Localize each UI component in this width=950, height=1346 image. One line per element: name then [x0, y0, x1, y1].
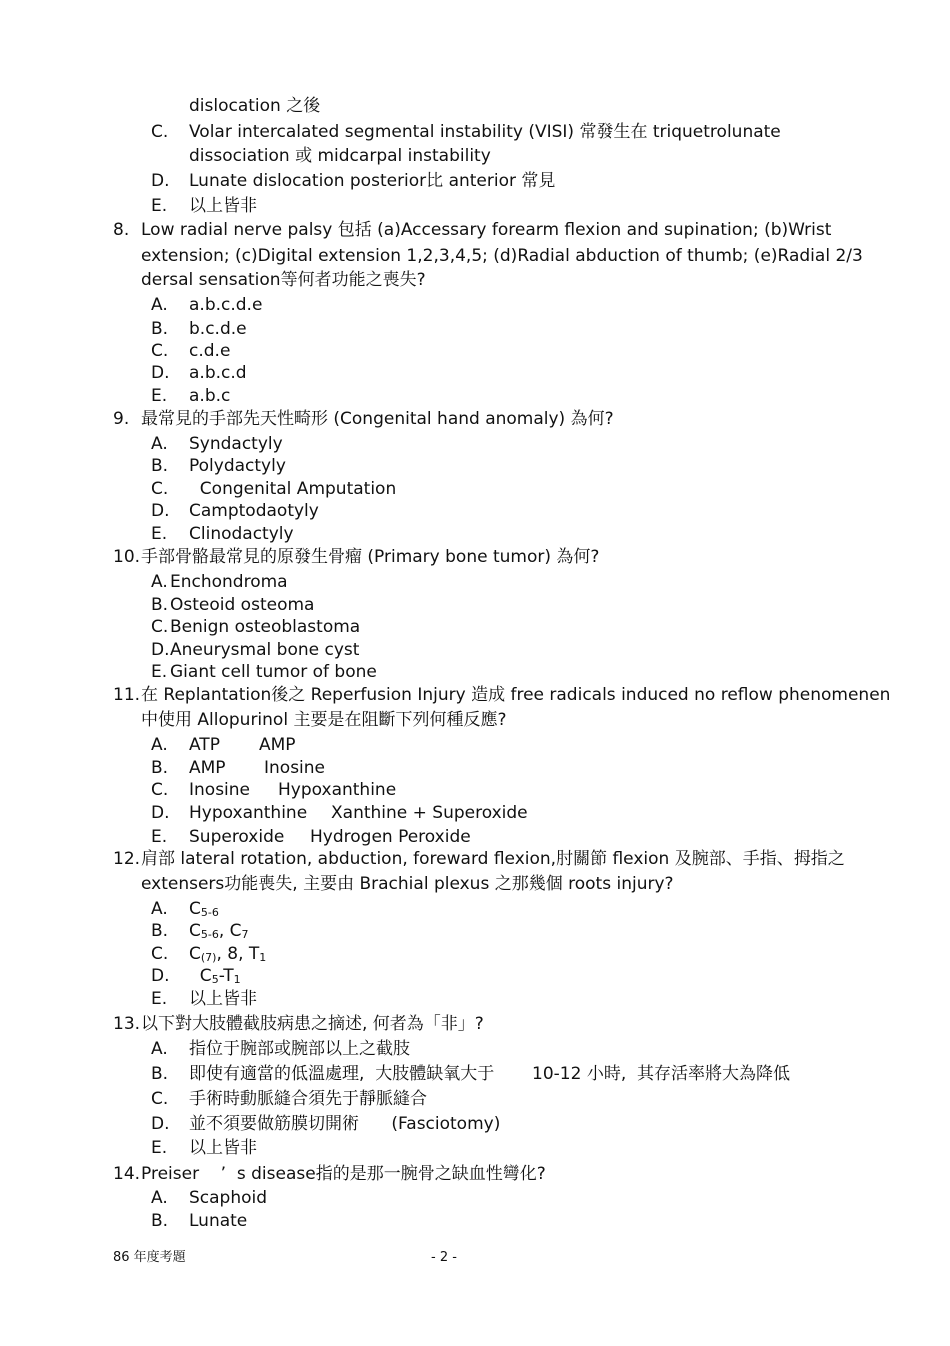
- q12-option-b: B. $C_{5-6}$, $C_7$: [151, 921, 249, 941]
- prev-option-b-continuation: dislocation 之後: [189, 96, 321, 116]
- q10-option-b: B. Osteoid osteoma: [151, 595, 315, 615]
- prev-option-c-continuation: dissociation 或 midcarpal instability: [189, 146, 491, 166]
- q12-option-a: A. $C_{5-6}$: [151, 899, 219, 919]
- prev-option-c: C. Volar intercalated segmental instability (VISI) 常發生在 triquetrolunate: [151, 122, 781, 142]
- q13-option-d: D. 並不須要做筋膜切開術 (Fasciotomy): [151, 1114, 501, 1134]
- q10-option-c: C. Benign osteoblastoma: [151, 617, 361, 637]
- q8-option-e: E. a.b.c: [151, 386, 231, 406]
- q8-option-d: D. a.b.c.d: [151, 363, 247, 383]
- question-8-line-2: extension; (c)Digital extension 1,2,3,4,5; (d)Radial abduction of thumb; (e)Radial 2/3: [141, 246, 863, 266]
- question-11-line-2: 中使用 Allopurinol 主要是在阻斷下列何種反應?: [141, 710, 507, 730]
- footer-page-number: - 2 -: [431, 1250, 457, 1265]
- q10-option-d: D.Aneurysmal bone cyst: [151, 640, 360, 660]
- q11-option-e: E. Superoxide Hydrogen Peroxide: [151, 827, 471, 847]
- q10-option-a: A. Enchondroma: [151, 572, 288, 592]
- q8-option-b: B. b.c.d.e: [151, 319, 247, 339]
- q9-option-c: C. Congenital Amputation: [151, 479, 397, 499]
- question-8: 8. Low radial nerve palsy 包括 (a)Accessary forearm flexion and supination; (b)Wrist: [113, 220, 832, 240]
- q14-option-b: B. Lunate: [151, 1211, 248, 1231]
- question-8-line-3: dersal sensation等何者功能之喪失?: [141, 270, 426, 290]
- q9-option-d: D. Camptodaotyly: [151, 501, 319, 521]
- q11-option-b: B. AMP Inosine: [151, 758, 326, 778]
- q8-option-c: C. c.d.e: [151, 341, 231, 361]
- q13-option-e: E. 以上皆非: [151, 1138, 257, 1158]
- question-13: 13.以下對大肢體截肢病患之摘述, 何者為「非」?: [113, 1014, 484, 1034]
- q12-option-d: D. $C_5-T_1$: [151, 966, 241, 986]
- question-11: 11.在 Replantation後之 Reperfusion Injury 造成 free radicals induced no reflow phenomenen: [113, 685, 891, 705]
- question-12: 12.肩部 lateral rotation, abduction, foreward flexion,肘關節 flexion 及腕部、手指、拇指之: [113, 849, 845, 869]
- q11-option-c: C. Inosine Hypoxanthine: [151, 780, 397, 800]
- q12-option-e: E. 以上皆非: [151, 989, 257, 1009]
- q13-option-b: B. 即使有適當的低溫處理, 大肢體缺氧大于 10-12 小時, 其存活率將大為降低: [151, 1064, 791, 1084]
- q14-option-a: A. Scaphoid: [151, 1188, 268, 1208]
- question-9: 9. 最常見的手部先天性畸形 (Congenital hand anomaly) 為何?: [113, 409, 614, 429]
- prev-option-d: D. Lunate dislocation posterior比 anterior 常見: [151, 171, 556, 191]
- question-10: 10.手部骨骼最常見的原發生骨瘤 (Primary bone tumor) 為何?: [113, 547, 600, 567]
- q13-option-a: A. 指位于腕部或腕部以上之截肢: [151, 1039, 410, 1059]
- q9-option-e: E. Clinodactyly: [151, 524, 294, 544]
- q9-option-a: A. Syndactyly: [151, 434, 283, 454]
- prev-option-e: E. 以上皆非: [151, 196, 257, 216]
- q8-option-a: A. a.b.c.d.e: [151, 295, 263, 315]
- q11-option-a: A. ATP AMP: [151, 735, 296, 755]
- q12-option-c: C. $C_{(7)}$, 8, $T_1$: [151, 944, 267, 964]
- question-14: 14.Preiser ’ s disease指的是那一腕骨之缺血性彎化?: [113, 1164, 546, 1184]
- q10-option-e: E. Giant cell tumor of bone: [151, 662, 377, 682]
- q11-option-d: D. Hypoxanthine Xanthine + Superoxide: [151, 803, 528, 823]
- question-12-line-2: extensers功能喪失, 主要由 Brachial plexus 之那幾個 roots injury?: [141, 874, 674, 894]
- q13-option-c: C. 手術時動脈縫合須先于靜脈縫合: [151, 1089, 427, 1109]
- footer-exam-year: 86 年度考題: [113, 1250, 186, 1265]
- q9-option-b: B. Polydactyly: [151, 456, 286, 476]
